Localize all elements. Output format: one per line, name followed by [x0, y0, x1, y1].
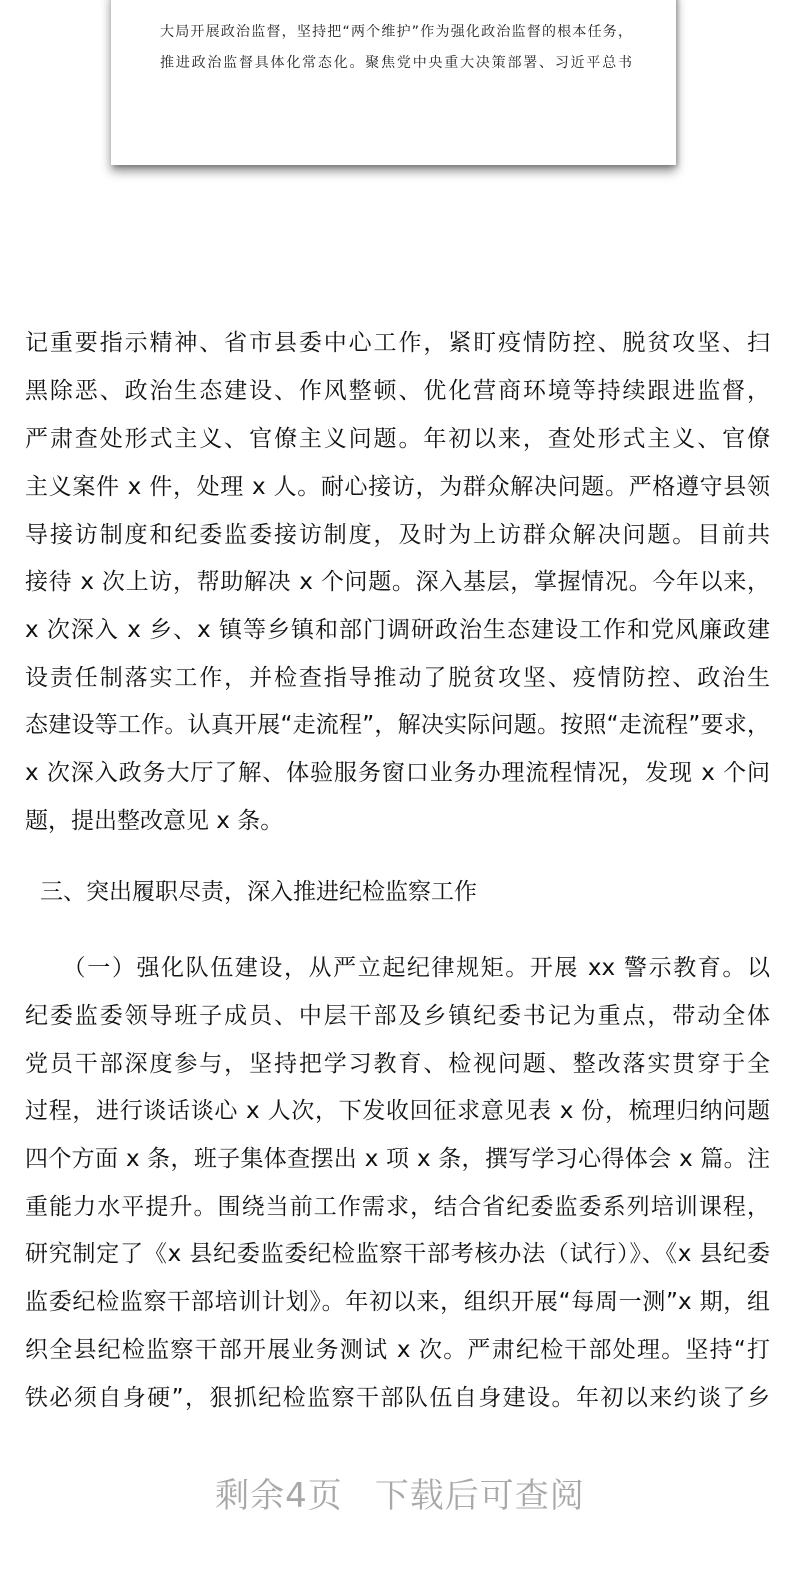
text-line: 监委纪检监察干部培训计划》。年初以来，组织开展“每周一测”x 期，组	[25, 1289, 770, 1315]
preview-page-card	[111, 0, 676, 165]
text-line: 设责任制落实工作，并检查指导推动了脱贫攻坚、疫情防控、政治生	[25, 665, 770, 691]
text-line: （一）强化队伍建设，从严立起纪律规矩。开展 xx 警示教育。以	[25, 955, 770, 981]
download-prompt[interactable]	[0, 1468, 800, 1517]
text-line: 接待 x 次上访，帮助解决 x 个问题。深入基层，掌握情况。今年以来，	[25, 569, 770, 595]
card-text-line: 大局开展政治监督，坚持把“两个维护”作为强化政治监督的根本任务，	[160, 24, 632, 40]
text-line: 过程，进行谈话谈心 x 人次，下发收回征求意见表 x 份，梳理归纳问题	[25, 1098, 770, 1124]
text-line: 题，提出整改意见 x 条。	[25, 808, 284, 834]
text-line: 主义案件 x 件，处理 x 人。耐心接访，为群众解决问题。严格遵守县领	[25, 474, 770, 500]
text-line: 黑除恶、政治生态建设、作风整顿、优化营商环境等持续跟进监督，	[25, 378, 770, 404]
text-line: 严肃查处形式主义、官僚主义问题。年初以来，查处形式主义、官僚	[25, 426, 770, 452]
text-line: 铁必须自身硬”，狠抓纪检监察干部队伍自身建设。年初以来约谈了乡	[25, 1385, 770, 1411]
text-line: x 次深入政务大厅了解、体验服务窗口业务办理流程情况，发现 x 个问	[25, 760, 770, 786]
text-line: 态建设等工作。认真开展“走流程”，解决实际问题。按照“走流程”要求，	[25, 712, 770, 738]
download-to-view-label[interactable]: 下载后可查阅	[374, 1476, 585, 1516]
remaining-pages-label: 剩余4页	[215, 1476, 343, 1516]
text-line: 织全县纪检监察干部开展业务测试 x 次。严肃纪检干部处理。坚持“打	[25, 1337, 770, 1363]
text-line: 导接访制度和纪委监委接访制度，及时为上访群众解决问题。目前共	[25, 522, 770, 548]
text-line: 纪委监委领导班子成员、中层干部及乡镇纪委书记为重点，带动全体	[25, 1003, 770, 1029]
text-line: 四个方面 x 条，班子集体查摆出 x 项 x 条，撰写学习心得体会 x 篇。注	[25, 1146, 770, 1172]
text-line: x 次深入 x 乡、x 镇等乡镇和部门调研政治生态建设工作和党风廉政建	[25, 617, 770, 643]
section-heading: 三、突出履职尽责，深入推进纪检监察工作	[40, 879, 477, 905]
text-line: 研究制定了《x 县纪委监委纪检监察干部考核办法（试行）》、《x 县纪委	[25, 1241, 770, 1267]
text-line: 记重要指示精神、省市县委中心工作，紧盯疫情防控、脱贫攻坚、扫	[25, 330, 770, 356]
text-line: 党员干部深度参与，坚持把学习教育、检视问题、整改落实贯穿于全	[25, 1051, 770, 1077]
text-line: 重能力水平提升。围绕当前工作需求，结合省纪委监委系列培训课程，	[25, 1194, 770, 1220]
card-text-line: 推进政治监督具体化常态化。聚焦党中央重大决策部署、习近平总书	[160, 55, 632, 71]
